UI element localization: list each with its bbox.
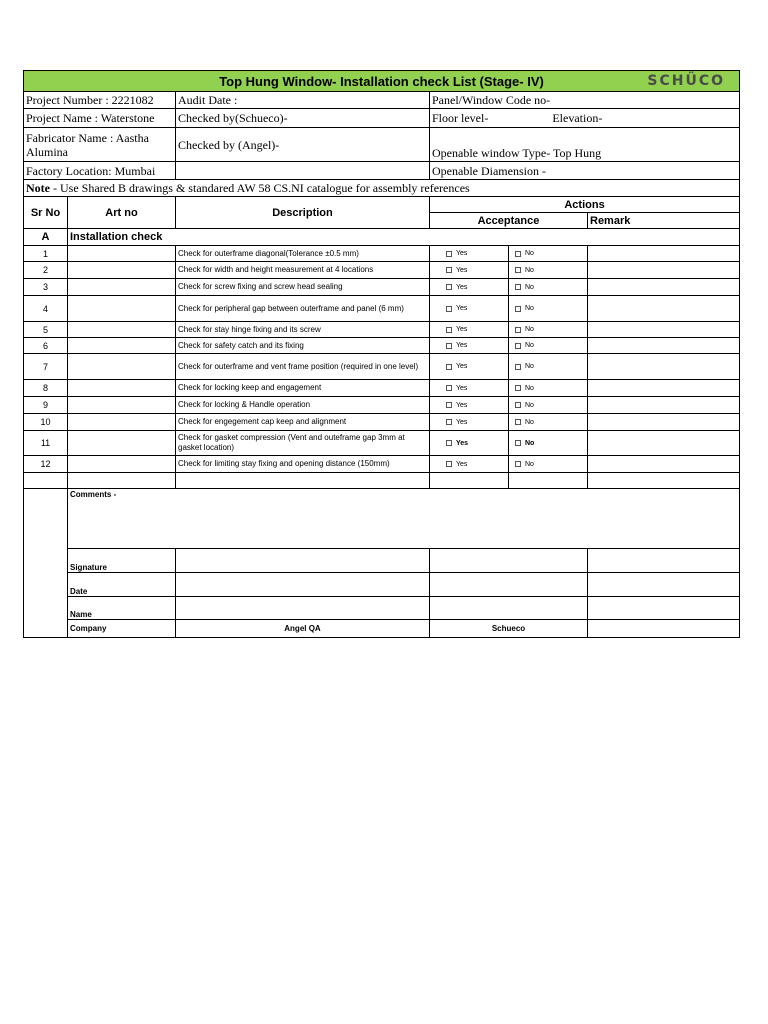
check-description: Check for screw fixing and screw head sealing [176, 279, 430, 296]
checkbox-icon[interactable] [515, 284, 521, 290]
floor-level: Floor level- [432, 111, 489, 125]
checkbox-icon[interactable] [515, 343, 521, 349]
panel-code: Panel/Window Code no- [430, 92, 740, 109]
no-label: No [525, 326, 534, 333]
date-schueco[interactable] [430, 573, 588, 597]
project-number: Project Number : 2221082 [24, 92, 176, 109]
no-label: No [525, 283, 534, 291]
checkbox-icon[interactable] [515, 267, 521, 273]
yes-label: Yes [456, 326, 468, 333]
no-label: No [525, 363, 534, 370]
date-label: Date [68, 573, 176, 597]
checkbox-icon[interactable] [515, 306, 521, 312]
no-option[interactable] [509, 414, 588, 431]
signature-extra[interactable] [588, 549, 740, 573]
yes-option[interactable] [430, 431, 509, 456]
empty-cell [588, 473, 740, 489]
sr-no: 9 [24, 397, 68, 414]
remark-cell[interactable] [588, 338, 740, 354]
checked-by-angel: Checked by (Angel)- [176, 128, 430, 162]
company-extra [588, 620, 740, 638]
art-no-cell[interactable] [68, 414, 176, 431]
note-label: Note [26, 181, 50, 195]
info-row-2 [24, 109, 740, 128]
col-remark: Remark [588, 213, 740, 229]
name-extra[interactable] [588, 597, 740, 620]
name-schueco[interactable] [430, 597, 588, 620]
sr-no: 2 [24, 262, 68, 279]
empty-cell [509, 473, 588, 489]
comments-label: Comments - [70, 490, 117, 499]
yes-label: Yes [456, 250, 468, 257]
yes-option[interactable] [430, 262, 509, 279]
sr-no: 6 [24, 338, 68, 354]
sr-no: 5 [24, 322, 68, 338]
no-option[interactable] [509, 279, 588, 296]
yes-option[interactable] [430, 354, 509, 380]
no-label: No [525, 342, 534, 349]
checked-by-schueco: Checked by(Schueco)- [176, 109, 430, 128]
date-angel[interactable] [176, 573, 430, 597]
checkbox-icon[interactable] [515, 402, 521, 408]
name-angel[interactable] [176, 597, 430, 620]
table-row [24, 296, 740, 322]
checkbox-icon[interactable] [446, 402, 452, 408]
yes-label: Yes [456, 439, 469, 447]
openable-window-type: Openable window Type- Top Hung [430, 128, 740, 162]
no-option[interactable] [509, 322, 588, 338]
checkbox-icon[interactable] [515, 440, 521, 446]
check-description: Check for outerframe and vent frame position (required in one level) [176, 354, 430, 380]
checkbox-icon[interactable] [446, 327, 452, 333]
schueco-logo: SCHÜCO [647, 73, 726, 89]
col-description: Description [176, 197, 430, 229]
col-sr-no: Sr No [24, 197, 68, 229]
art-no-cell[interactable] [68, 322, 176, 338]
signature-schueco[interactable] [430, 549, 588, 573]
project-name: Project Name : Waterstone [24, 109, 176, 128]
sr-no: 10 [24, 414, 68, 431]
yes-option[interactable] [430, 296, 509, 322]
art-no-cell[interactable] [68, 246, 176, 262]
remark-cell[interactable] [588, 397, 740, 414]
no-option[interactable] [509, 456, 588, 473]
art-no-cell[interactable] [68, 262, 176, 279]
name-row [24, 597, 740, 620]
date-extra[interactable] [588, 573, 740, 597]
table-row [24, 414, 740, 431]
empty-cell [430, 473, 509, 489]
remark-cell[interactable] [588, 279, 740, 296]
elevation: Elevation- [552, 111, 603, 125]
comments-row [24, 489, 740, 549]
note [24, 180, 740, 197]
table-row [24, 456, 740, 473]
check-description: Check for locking & Handle operation [176, 397, 430, 414]
check-description: Check for limiting stay fixing and opening distance (150mm) [176, 456, 430, 473]
checkbox-icon[interactable] [446, 343, 452, 349]
page-title: Top Hung Window- Installation check List (Stage- IV) [219, 73, 544, 89]
sr-no: 12 [24, 456, 68, 473]
checkbox-icon[interactable] [446, 385, 452, 391]
info-row-4 [24, 162, 740, 180]
note-row [24, 180, 740, 197]
fabricator-name: Fabricator Name : Aastha Alumina [24, 128, 176, 162]
no-option[interactable] [509, 354, 588, 380]
remark-cell[interactable] [588, 262, 740, 279]
remark-cell[interactable] [588, 431, 740, 456]
no-option[interactable] [509, 262, 588, 279]
company-label: Company [68, 620, 176, 638]
checkbox-icon[interactable] [515, 385, 521, 391]
checklist-sheet [23, 70, 739, 638]
check-description: Check for gasket compression (Vent and outeframe gap 3mm at gasket location) [176, 431, 430, 456]
no-label: No [525, 460, 534, 468]
yes-option[interactable] [430, 279, 509, 296]
check-description: Check for locking keep and engagement [176, 380, 430, 397]
col-acceptance: Acceptance [430, 213, 588, 229]
table-row [24, 431, 740, 456]
checkbox-icon[interactable] [515, 419, 521, 425]
checklist-table [23, 70, 740, 638]
title-row [24, 71, 740, 92]
no-label: No [525, 384, 534, 392]
art-no-cell[interactable] [68, 456, 176, 473]
checkbox-icon[interactable] [515, 364, 521, 370]
sr-no: 3 [24, 279, 68, 296]
yes-option[interactable] [430, 414, 509, 431]
yes-label: Yes [456, 363, 468, 370]
art-no-cell[interactable] [68, 397, 176, 414]
info-row-3 [24, 128, 740, 162]
remark-cell[interactable] [588, 380, 740, 397]
no-label: No [525, 439, 535, 447]
empty-cell [176, 162, 430, 180]
checkbox-icon[interactable] [446, 306, 452, 312]
table-row [24, 246, 740, 262]
checkbox-icon[interactable] [515, 461, 521, 467]
title-cell [24, 71, 740, 92]
date-row [24, 573, 740, 597]
yes-label: Yes [456, 342, 468, 349]
floor-elevation [430, 109, 740, 128]
signature-row [24, 549, 740, 573]
table-row [24, 322, 740, 338]
yes-label: Yes [456, 266, 468, 274]
remark-cell[interactable] [588, 296, 740, 322]
check-description: Check for engegement cap keep and alignment [176, 414, 430, 431]
sr-no: 8 [24, 380, 68, 397]
remark-cell[interactable] [588, 414, 740, 431]
section-title: Installation check [68, 229, 740, 246]
art-no-cell[interactable] [68, 431, 176, 456]
empty-cell [68, 473, 176, 489]
yes-option[interactable] [430, 246, 509, 262]
yes-label: Yes [456, 401, 468, 409]
check-description: Check for outerframe diagonal(Tolerance ±0.5 mm) [176, 246, 430, 262]
no-option[interactable] [509, 338, 588, 354]
remark-cell[interactable] [588, 322, 740, 338]
check-description: Check for peripheral gap between outerframe and panel (6 mm) [176, 296, 430, 322]
table-row [24, 279, 740, 296]
section-letter: A [24, 229, 68, 246]
checkbox-icon[interactable] [446, 284, 452, 290]
art-no-cell[interactable] [68, 380, 176, 397]
audit-date: Audit Date : [176, 92, 430, 109]
signature-label: Signature [68, 549, 176, 573]
no-label: No [525, 266, 534, 274]
table-row [24, 397, 740, 414]
table-row [24, 354, 740, 380]
note-text: - Use Shared B drawings & standared AW 58 CS.NI catalogue for assembly references [50, 181, 470, 195]
art-no-cell[interactable] [68, 279, 176, 296]
no-label: No [525, 250, 534, 257]
name-label: Name [68, 597, 176, 620]
checkbox-icon[interactable] [515, 327, 521, 333]
info-row-1 [24, 92, 740, 109]
table-row [24, 338, 740, 354]
yes-label: Yes [456, 384, 468, 392]
sr-no: 1 [24, 246, 68, 262]
no-label: No [525, 401, 534, 409]
yes-label: Yes [456, 305, 468, 312]
art-no-cell[interactable] [68, 296, 176, 322]
art-no-cell[interactable] [68, 354, 176, 380]
no-option[interactable] [509, 296, 588, 322]
yes-option[interactable] [430, 456, 509, 473]
header-row-1 [24, 197, 740, 213]
art-no-cell[interactable] [68, 338, 176, 354]
checkbox-icon[interactable] [446, 364, 452, 370]
table-row-empty [24, 473, 740, 489]
sr-no: 4 [24, 296, 68, 322]
yes-label: Yes [456, 283, 468, 291]
company-row [24, 620, 740, 638]
checkbox-icon[interactable] [446, 461, 452, 467]
signature-angel[interactable] [176, 549, 430, 573]
yes-label: Yes [456, 418, 468, 426]
yes-option[interactable] [430, 397, 509, 414]
openable-dimension: Openable Diamension - [430, 162, 740, 180]
empty-cell [176, 473, 430, 489]
col-art-no: Art no [68, 197, 176, 229]
sr-no: 7 [24, 354, 68, 380]
factory-location: Factory Location: Mumbai [24, 162, 176, 180]
sr-no: 11 [24, 431, 68, 456]
no-label: No [525, 305, 534, 312]
checkbox-icon[interactable] [446, 440, 452, 446]
remark-cell[interactable] [588, 456, 740, 473]
no-option[interactable] [509, 431, 588, 456]
checkbox-icon[interactable] [446, 251, 452, 257]
no-label: No [525, 418, 534, 426]
remark-cell[interactable] [588, 246, 740, 262]
checkbox-icon[interactable] [446, 267, 452, 273]
no-option[interactable] [509, 380, 588, 397]
yes-option[interactable] [430, 322, 509, 338]
remark-cell[interactable] [588, 354, 740, 380]
empty-cell [24, 473, 68, 489]
col-actions: Actions [430, 197, 740, 213]
company-angel: Angel QA [176, 620, 430, 638]
yes-option[interactable] [430, 338, 509, 354]
comments-field[interactable] [68, 489, 740, 549]
check-description: Check for width and height measurement at 4 locations [176, 262, 430, 279]
yes-label: Yes [456, 460, 468, 468]
table-row [24, 262, 740, 279]
check-description: Check for stay hinge fixing and its screw [176, 322, 430, 338]
no-option[interactable] [509, 246, 588, 262]
table-row [24, 380, 740, 397]
check-description: Check for safety catch and its fixing [176, 338, 430, 354]
company-schueco: Schueco [430, 620, 588, 638]
yes-option[interactable] [430, 380, 509, 397]
section-row [24, 229, 740, 246]
footer-left-blank [24, 489, 68, 638]
checkbox-icon[interactable] [446, 419, 452, 425]
no-option[interactable] [509, 397, 588, 414]
checkbox-icon[interactable] [515, 251, 521, 257]
